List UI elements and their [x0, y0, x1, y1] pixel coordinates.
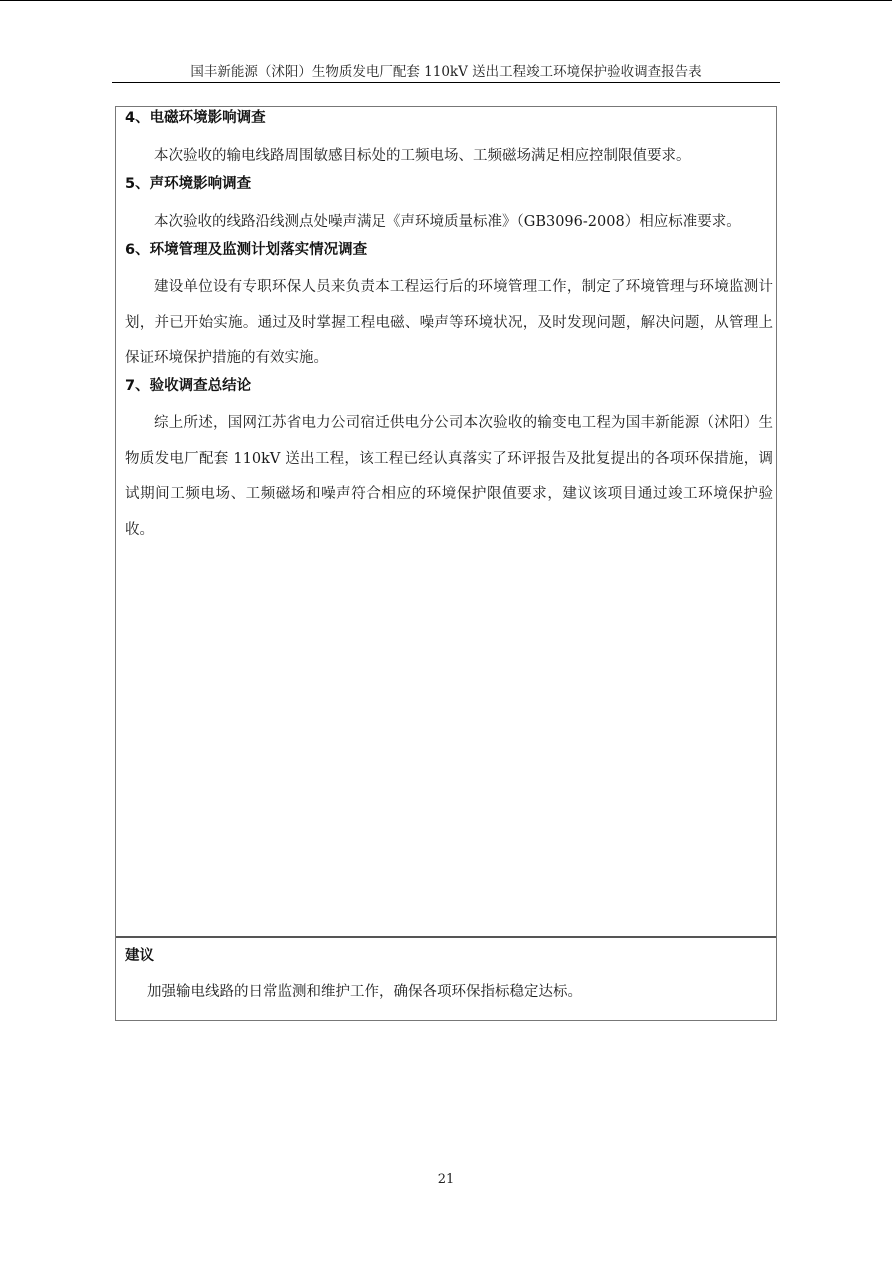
header-rule	[112, 82, 780, 83]
section-heading-7: 7、验收调查总结论	[125, 378, 252, 394]
running-header: 国丰新能源（沭阳）生物质发电厂配套 110kV 送出工程竣工环境保护验收调查报告表	[190, 64, 702, 80]
suggestion-cell	[116, 938, 776, 1020]
section-paragraph-5: 本次验收的线路沿线测点处噪声满足《声环境质量标准》（GB3096-2008）相应标准要求。	[154, 214, 741, 230]
section-paragraph-6: 建设单位设有专职环保人员来负责本工程运行后的环境管理工作，制定了环境管理与环境监测计划，并已开始实施。通过及时掌握工程电磁、噪声等环境状况，及时发现问题，解决问题，从管理上保证环境保护措施的有效实施。	[125, 279, 773, 366]
section-heading-6: 6、环境管理及监测计划落实情况调查	[125, 242, 368, 258]
section-heading-5: 5、声环境影响调查	[125, 176, 252, 192]
suggestion-text: 加强输电线路的日常监测和维护工作，确保各项环保指标稳定达标。	[147, 984, 582, 1000]
section-paragraph-4: 本次验收的输电线路周围敏感目标处的工频电场、工频磁场满足相应控制限值要求。	[154, 148, 691, 164]
page-number: 21	[437, 1172, 455, 1187]
suggestion-heading: 建议	[125, 948, 154, 964]
conclusion-cell	[116, 107, 776, 937]
report-table	[115, 106, 777, 1021]
section-heading-4: 4、电磁环境影响调查	[125, 110, 266, 126]
top-edge-rule	[0, 0, 892, 1]
section-paragraph-7: 综上所述，国网江苏省电力公司宿迁供电分公司本次验收的输变电工程为国丰新能源（沭阳）生物质发电厂配套 110kV 送出工程，该工程已经认真落实了环评报告及批复提出的各项环保措施，调试期间工频电场、工频磁场和噪声符合相应的环境保护限值要求，建议该项目通过竣工环境保护验收。	[125, 415, 773, 538]
